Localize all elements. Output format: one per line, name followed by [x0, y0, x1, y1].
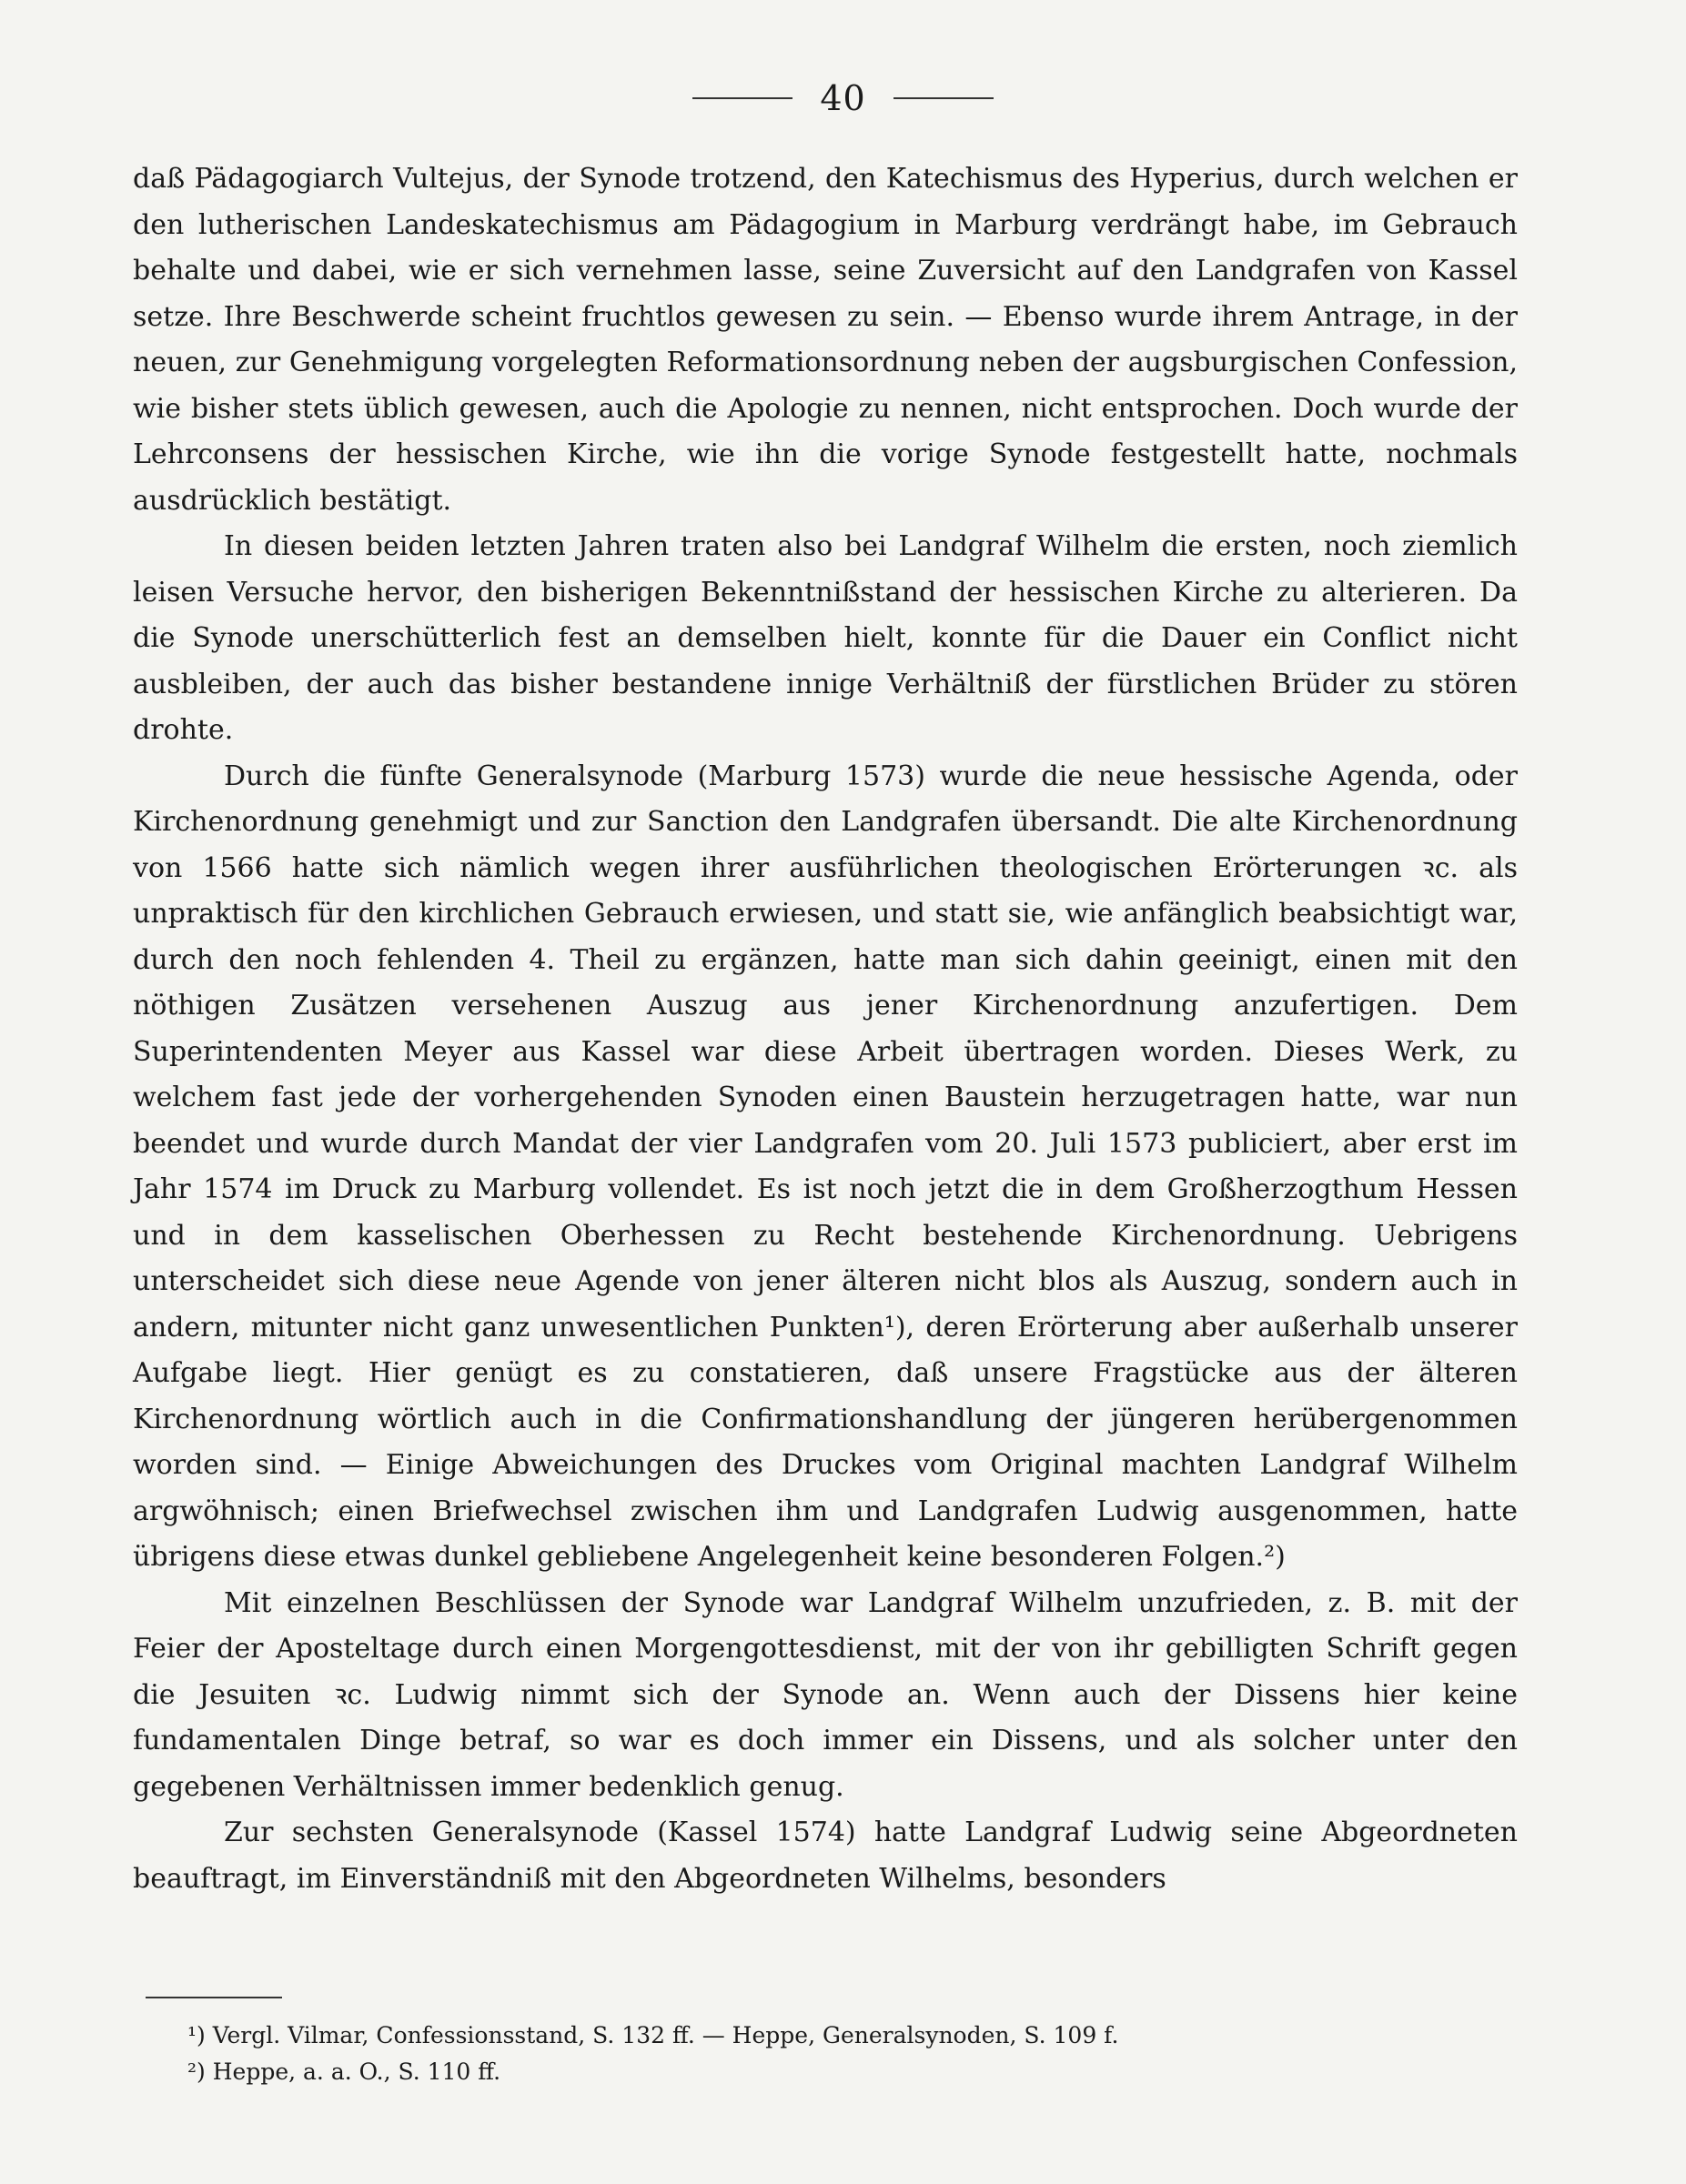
main-text: [133, 156, 1518, 1902]
paragraph-3: Durch die fünfte Generalsynode (Marburg 1573) wurde die neue hessische Agenda, oder Kirchenordnung genehmigt und zur Sanction den Landgrafen übersandt. Die alte Kirchenordnung von 1566 hatte sich nämlich wegen ihrer ausführlichen theologischen Erörterungen ꝛc. als unpraktisch für den kirchlichen Gebrauch erwiesen, und statt sie, wie anfänglich beabsichtigt war, durch den noch fehlenden 4. Theil zu ergänzen, hatte man sich dahin geeinigt, einen mit den nöthigen Zusätzen versehenen Auszug aus jener Kirchenordnung anzufertigen. Dem Superintendenten Meyer aus Kassel war diese Arbeit übertragen worden. Dieses Werk, zu welchem fast jede der vorhergehenden Synoden einen Baustein herzugetragen hatte, war nun beendet und wurde durch Mandat der vier Landgrafen vom 20. Juli 1573 publiciert, aber erst im Jahr 1574 im Druck zu Marburg vollendet. Es ist noch jetzt die in dem Großherzogthum Hessen und in dem kasselischen Oberhessen zu Recht bestehende Kirchenordnung. Uebrigens unterscheidet sich diese neue Agende von jener älteren nicht blos als Auszug, sondern auch in andern, mitunter nicht ganz unwesentlichen Punkten¹), deren Erörterung aber außerhalb unserer Aufgabe liegt. Hier genügt es zu constatieren, daß unsere Fragstücke aus der älteren Kirchenordnung wörtlich auch in die Confirmationshandlung der jüngeren herübergenommen worden sind. — Einige Abweichungen des Druckes vom Original machten Landgraf Wilhelm argwöhnisch; einen Briefwechsel zwischen ihm und Landgrafen Ludwig ausgenommen, hatte übrigens diese etwas dunkel gebliebene Angelegenheit keine besonderen Folgen.²): [133, 760, 1518, 1573]
paragraph-5: Zur sechsten Generalsynode (Kassel 1574) hatte Landgraf Ludwig seine Abgeordneten beauftragt, im Einverständniß mit den Abgeordneten Wilhelms, besonders: [133, 1817, 1518, 1895]
paragraph-2: In diesen beiden letzten Jahren traten also bei Landgraf Wilhelm die ersten, noch ziemlich leisen Versuche hervor, den bisherigen Bekenntnißstand der hessischen Kirche zu alterieren. Da die Synode unerschütterlich fest an demselben hielt, konnte für die Dauer ein Conflict nicht ausbleiben, der auch das bisher bestandene innige Verhältniß der fürstlichen Brüder zu stören drohte.: [133, 530, 1518, 746]
header-rule-right: [893, 97, 994, 99]
page-number: 40: [820, 78, 866, 118]
paragraph-4: Mit einzelnen Beschlüssen der Synode war Landgraf Wilhelm unzufrieden, z. B. mit der Feier der Aposteltage durch einen Morgengottesdienst, mit der von ihr gebilligten Schrift gegen die Jesuiten ꝛc. Ludwig nimmt sich der Synode an. Wenn auch der Dissens hier keine fundamentalen Dinge betraf, so war es doch immer ein Dissens, und als solcher unter den gegebenen Verhältnissen immer bedenklich genug.: [133, 1586, 1518, 1803]
footnote-2: ²) Heppe, a. a. O., S. 110 ff.: [187, 2058, 501, 2085]
footnote-1: ¹) Vergl. Vilmar, Confessionsstand, S. 132 ff. — Heppe, Generalsynoden, S. 109 f.: [187, 2022, 1119, 2048]
page-header: [0, 71, 1686, 126]
footnotes: [187, 2018, 1461, 2090]
footnote-rule: [146, 1997, 282, 1998]
header-rule-left: [692, 97, 793, 99]
paragraph-1: daß Pädagogiarch Vultejus, der Synode trotzend, den Katechismus des Hyperius, durch welchen er den lutherischen Landeskatechismus am Pädagogium in Marburg verdrängt habe, im Gebrauch behalte und dabei, wie er sich vernehmen lasse, seine Zuversicht auf den Landgrafen von Kassel setze. Ihre Beschwerde scheint fruchtlos gewesen zu sein. — Ebenso wurde ihrem Antrage, in der neuen, zur Genehmigung vorgelegten Reformationsordnung neben der augsburgischen Confession, wie bisher stets üblich gewesen, auch die Apologie zu nennen, nicht entsprochen. Doch wurde der Lehrconsens der hessischen Kirche, wie ihn die vorige Synode festgestellt hatte, nochmals ausdrücklich bestätigt.: [133, 163, 1518, 517]
